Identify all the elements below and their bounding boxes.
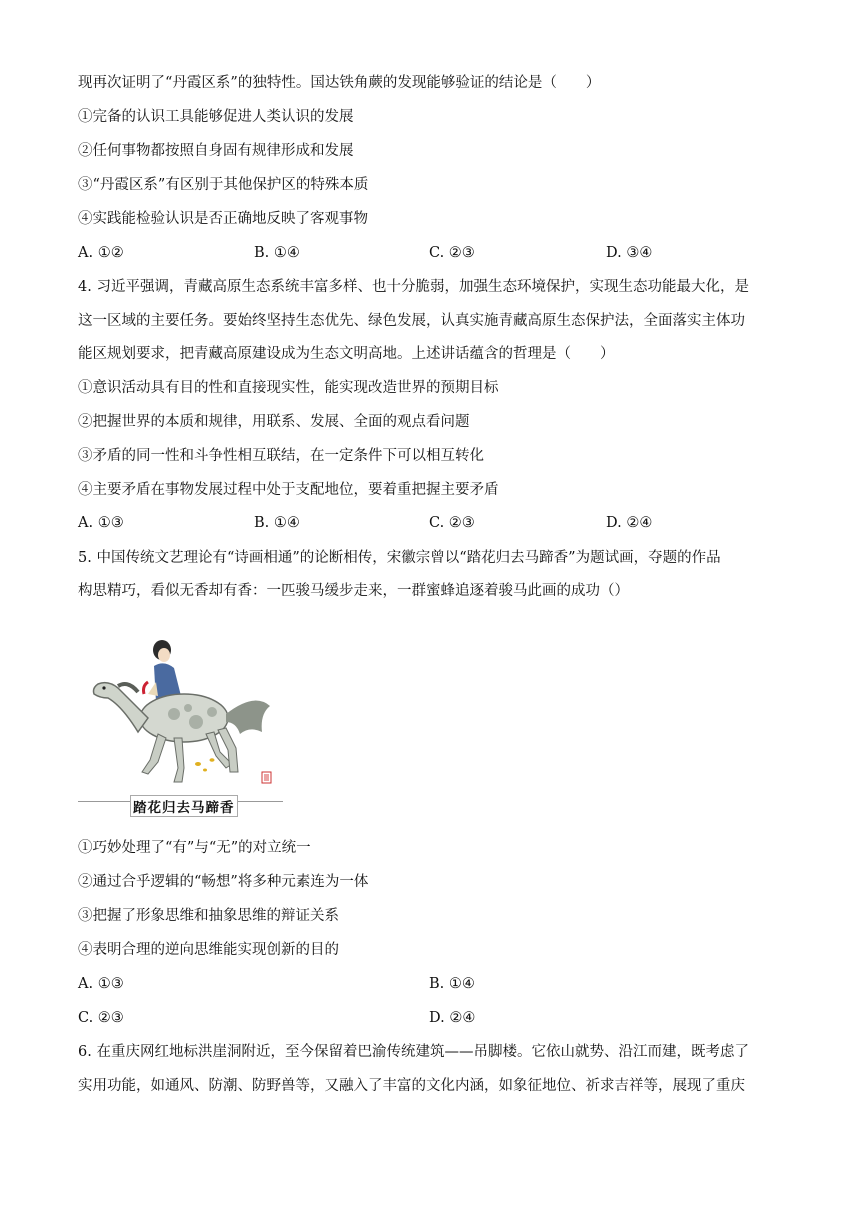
q3-item-4: ④实践能检验认识是否正确地反映了客观事物 bbox=[78, 211, 368, 227]
q3-stem: 现再次证明了“丹霞区系”的独特性。国达铁角蕨的发现能够验证的结论是（ ） bbox=[78, 75, 601, 91]
q4-option-b: B. ①④ bbox=[254, 515, 300, 531]
q5-item-4: ④表明合理的逆向思维能实现创新的目的 bbox=[78, 942, 339, 958]
q4-option-a: A. ①③ bbox=[78, 515, 124, 531]
figure-caption: 踏花归去马蹄香 bbox=[130, 795, 238, 817]
q5-options-row-2 bbox=[78, 1008, 778, 1028]
horse-rider-illustration bbox=[78, 622, 283, 802]
q5-option-b: B. ①④ bbox=[429, 976, 475, 992]
q3-item-1: ①完备的认识工具能够促进人类认识的发展 bbox=[78, 109, 354, 125]
q5-item-2: ②通过合乎逻辑的“畅想”将多种元素连为一体 bbox=[78, 874, 369, 890]
q4-stem-line-1: 4. 习近平强调，青藏高原生态系统丰富多样、也十分脆弱，加强生态环境保护，实现生态功能最大化，是 bbox=[78, 279, 749, 295]
q5-item-1: ①巧妙处理了“有”与“无”的对立统一 bbox=[78, 840, 311, 856]
q5-item-3: ③把握了形象思维和抽象思维的辩证关系 bbox=[78, 908, 339, 924]
q5-option-c: C. ②③ bbox=[78, 1010, 124, 1026]
q4-item-1: ①意识活动具有目的性和直接现实性，能实现改造世界的预期目标 bbox=[78, 380, 499, 396]
q3-options bbox=[78, 243, 778, 263]
q4-options bbox=[78, 513, 778, 533]
q4-option-d: D. ②④ bbox=[606, 515, 653, 531]
q4-stem-line-3: 能区规划要求，把青藏高原建设成为生态文明高地。上述讲话蕴含的哲理是（ ） bbox=[78, 346, 615, 362]
q4-stem-line-2: 这一区域的主要任务。要始终坚持生态优先、绿色发展，认真实施青藏高原生态保护法，全面落实主体功 bbox=[78, 313, 745, 329]
q5-stem-line-2: 构思精巧，看似无香却有香：一匹骏马缓步走来，一群蜜蜂追逐着骏马此画的成功（） bbox=[78, 583, 629, 599]
q6-stem-line-1: 6. 在重庆网红地标洪崖洞附近，至今保留着巴渝传统建筑——吊脚楼。它依山就势、沿江而建，既考虑了 bbox=[78, 1044, 749, 1060]
q3-option-a: A. ①② bbox=[78, 245, 124, 261]
q6-stem-line-2: 实用功能，如通风、防潮、防野兽等，又融入了丰富的文化内涵，如象征地位、祈求吉祥等，展现了重庆 bbox=[78, 1078, 745, 1094]
horse-rider-painting bbox=[78, 622, 283, 820]
q5-option-a: A. ①③ bbox=[78, 976, 124, 992]
q4-option-c: C. ②③ bbox=[429, 515, 475, 531]
q3-option-b: B. ①④ bbox=[254, 245, 300, 261]
q4-item-3: ③矛盾的同一性和斗争性相互联结，在一定条件下可以相互转化 bbox=[78, 448, 484, 464]
q4-item-4: ④主要矛盾在事物发展过程中处于支配地位，要着重把握主要矛盾 bbox=[78, 482, 499, 498]
q3-item-3: ③“丹霞区系”有区别于其他保护区的特殊本质 bbox=[78, 177, 369, 193]
q3-option-d: D. ③④ bbox=[606, 245, 653, 261]
q3-option-c: C. ②③ bbox=[429, 245, 475, 261]
q4-item-2: ②把握世界的本质和规律，用联系、发展、全面的观点看问题 bbox=[78, 414, 470, 430]
q3-item-2: ②任何事物都按照自身固有规律形成和发展 bbox=[78, 143, 354, 159]
q5-stem-line-1: 5. 中国传统文艺理论有“诗画相通”的论断相传，宋徽宗曾以“踏花归去马蹄香”为题试画，夺题的作品 bbox=[78, 550, 721, 566]
q5-option-d: D. ②④ bbox=[429, 1010, 476, 1026]
q5-options-row-1 bbox=[78, 974, 778, 994]
